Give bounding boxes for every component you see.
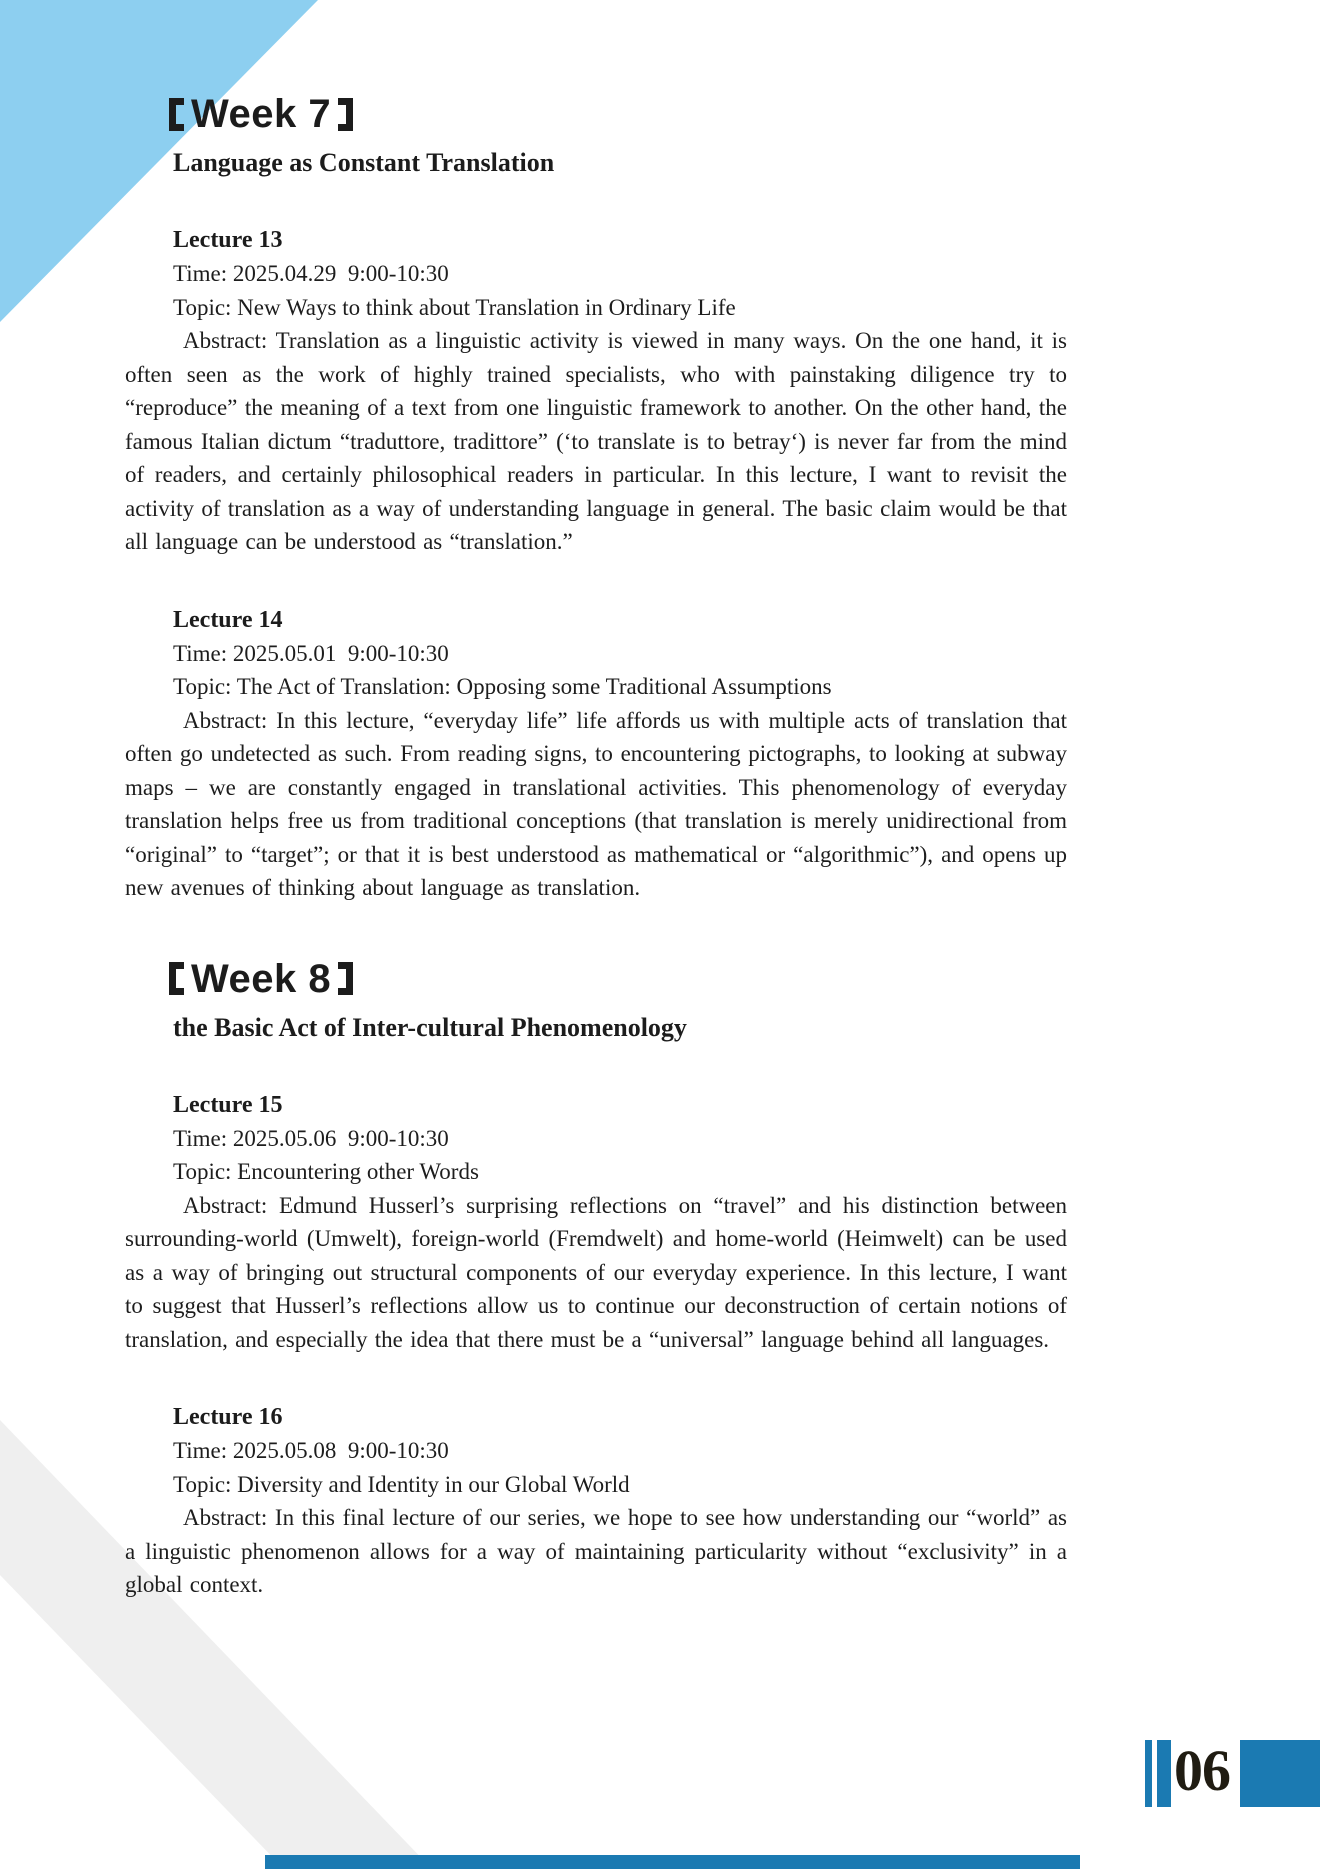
lecture-15-block xyxy=(125,1088,1067,1357)
week-8-section xyxy=(125,957,1067,1602)
lecture-14-time: Time: 2025.05.01 9:00-10:30 xyxy=(173,640,449,666)
page-content xyxy=(125,92,1067,1602)
lecture-15-topic: Topic: Encountering other Words xyxy=(173,1159,479,1184)
week-8-subtitle: the Basic Act of Inter-cultural Phenomenology xyxy=(173,1012,687,1042)
page-number-bar-thick xyxy=(1157,1740,1171,1807)
week-7-section xyxy=(125,92,1067,905)
lecture-14-abstract: Abstract: In this lecture, “everyday life” life affords us with multiple acts of translation that often go undetected as such. From reading signs, to encountering pictographs, to looking at subway maps – we are constantly engaged in translational activities. This phenomenology of everyday translation helps free us from traditional conceptions (that translation is merely unidirectional from “original” to “target”; or that it is best understood as mathematical or “algorithmic”), and opens up new avenues of thinking about language as translation. xyxy=(125,707,1067,900)
lecture-14-topic: Topic: The Act of Translation: Opposing some Traditional Assumptions xyxy=(173,674,832,699)
week-8-heading xyxy=(169,957,1067,1001)
right-lenticular-bracket-icon xyxy=(338,98,353,131)
page-number: 06 xyxy=(1174,1738,1230,1803)
lecture-16-block xyxy=(125,1400,1067,1602)
page-number-square xyxy=(1240,1740,1320,1807)
week-7-subtitle: Language as Constant Translation xyxy=(173,148,555,177)
lecture-14-block xyxy=(125,603,1067,905)
lecture-13-title: Lecture 13 xyxy=(173,227,283,253)
lecture-15-time: Time: 2025.05.06 9:00-10:30 xyxy=(173,1125,449,1151)
left-lenticular-bracket-icon xyxy=(169,98,184,131)
lecture-15-abstract: Abstract: Edmund Husserl’s surprising reflections on “travel” and his distinction between surrounding-world (Umwelt), foreign-world (Fremdwelt) and home-world (Heimwelt) can be used as a way of bringing out structural components of our everyday experience. In this lecture, I want to suggest that Husserl’s reflections allow us to continue our deconstruction of certain notions of translation, and especially the idea that there must be a “universal” language behind all languages. xyxy=(125,1192,1067,1352)
lecture-16-time: Time: 2025.05.08 9:00-10:30 xyxy=(173,1438,449,1463)
lecture-16-abstract: Abstract: In this final lecture of our series, we hope to see how understanding our “world” as a linguistic phenomenon allows for a way of maintaining particularity without “exclusivity” in a global context. xyxy=(125,1505,1067,1597)
lecture-13-block xyxy=(125,223,1067,559)
lecture-15-title: Lecture 15 xyxy=(173,1091,283,1118)
left-lenticular-bracket-icon xyxy=(169,962,184,995)
lecture-13-topic: Topic: New Ways to think about Translation in Ordinary Life xyxy=(173,294,736,320)
page-number-bar-thin xyxy=(1145,1740,1152,1807)
week-7-heading xyxy=(169,92,1067,136)
lecture-13-abstract: Abstract: Translation as a linguistic activity is viewed in many ways. On the one hand, it is often seen as the work of highly trained specialists, who with painstaking diligence try to “reproduce” the meaning of a text from one linguistic framework to another. On the other hand, the famous Italian dictum “traduttore, tradittore” (‘to translate is to betray‘) is never far from the mind of readers, and certainly philosophical readers in particular. In this lecture, I want to revisit the activity of translation as a way of understanding language in general. The basic claim would be that all language can be understood as “translation.” xyxy=(125,328,1067,554)
lecture-14-title: Lecture 14 xyxy=(173,606,283,633)
lecture-16-title: Lecture 16 xyxy=(173,1404,283,1430)
week-7-heading-text: Week 7 xyxy=(191,92,332,136)
week-8-heading-text: Week 8 xyxy=(191,956,332,1001)
right-lenticular-bracket-icon xyxy=(338,962,353,995)
lecture-13-time: Time: 2025.04.29 9:00-10:30 xyxy=(173,261,449,286)
bottom-accent-bar xyxy=(265,1855,1080,1869)
lecture-16-topic: Topic: Diversity and Identity in our Global World xyxy=(173,1471,630,1497)
